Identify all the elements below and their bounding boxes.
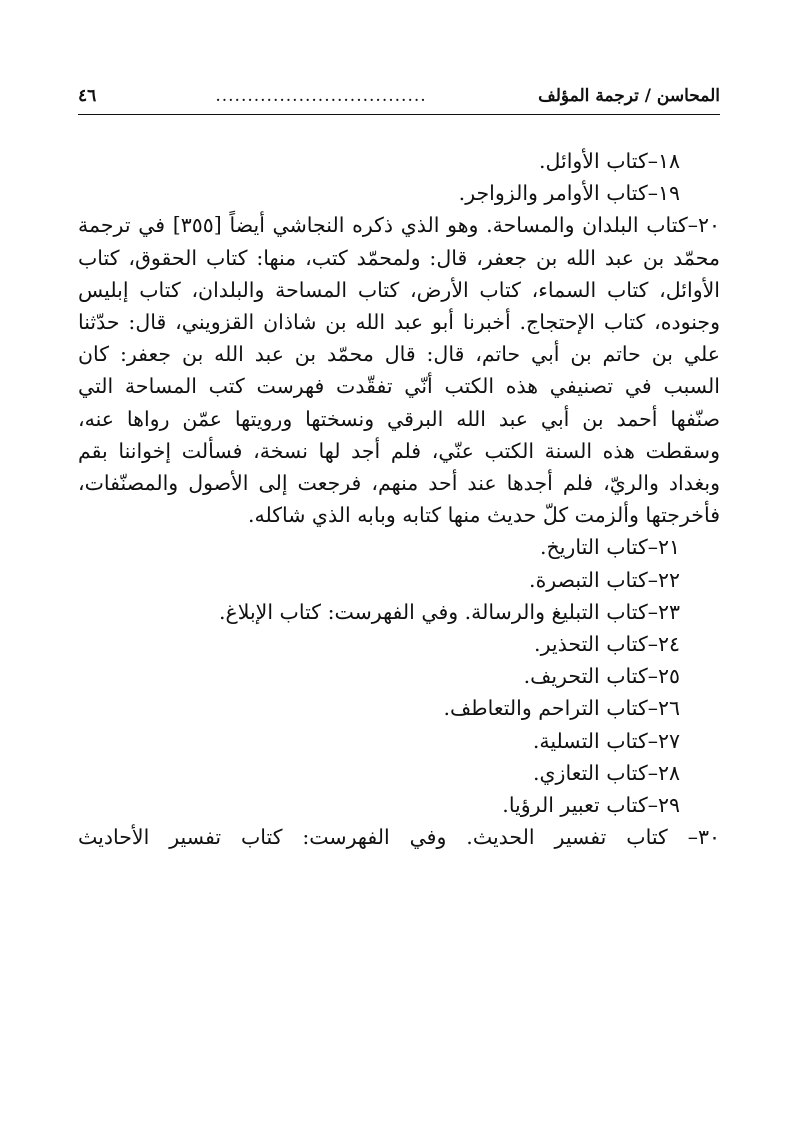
book-entry-25: ٢٥–كتاب التحريف. [523,664,680,689]
book-entry-20: ٢٠–كتاب البلدان والمساحة. وهو الذي ذكره النجاشي أيضاً [٣٥٥] في ترجمة محمّد بن عبد الله بن جعفر، قال: ولمحمّد كتب، منها: كتاب الحقوق، كتاب الأوائل، كتاب السماء، كتاب الأرض، كتاب المساحة والبلدان، كتاب إبليس وجنوده، كتاب الإحتجاج. أخبرنا أبو عبد الله بن شاذان القزويني، قال: حدّثنا علي بن حاتم بن أبي حاتم، قال: قال محمّد بن عبد الله بن جعفر: كان السبب في تصنيفي هذه الكتب أنّي تفقّدت فهرست كتب المساحة التي صنّفها أحمد بن أبي عبد الله البرقي ونسختها ورويتها عمّن رواها عنه، وسقطت هذه السنة الكتب عنّي، فلم أجد لها نسخة، فسألت إخواننا بقم وبغداد والريّ، فلم أجدها عند أحد منهم، فرجعت إلى الأصول والمصنّفات، فأخرجتها وألزمت كلّ حديث منها كتابه وبابه الذي شاكله. [78,213,720,528]
book-entry-27: ٢٧–كتاب التسلية. [532,728,680,753]
book-entry-24: ٢٤–كتاب التحذير. [534,632,680,657]
book-entry-21: ٢١–كتاب التاريخ. [539,535,680,560]
running-header [78,80,720,115]
header-leader-dots: ................................. [215,86,427,106]
book-entry-18: ١٨–كتاب الأوائل. [538,149,680,173]
book-entry-30: ٣٠– كتاب تفسير الحديث. وفي الفهرست: كتاب تفسير الأحاديث [78,825,720,850]
book-entry-28: ٢٨–كتاب التعازي. [532,760,680,785]
book-entry-19: ١٩–كتاب الأوامر والزواجر. [458,181,680,206]
book-entry-22: ٢٢–كتاب التبصرة. [529,567,680,592]
book-entry-26: ٢٦–كتاب التراحم والتعاطف. [443,696,680,721]
book-entry-29: ٢٩–كتاب تعبير الرؤيا. [502,793,680,818]
book-page [78,80,720,853]
header-title: المحاسن / ترجمة المؤلف [538,86,720,106]
page-body [78,145,720,853]
book-entry-23: ٢٣–كتاب التبليغ والرسالة. وفي الفهرست: كتاب الإبلاغ. [218,599,680,624]
page-number: ٤٦ [78,86,97,106]
